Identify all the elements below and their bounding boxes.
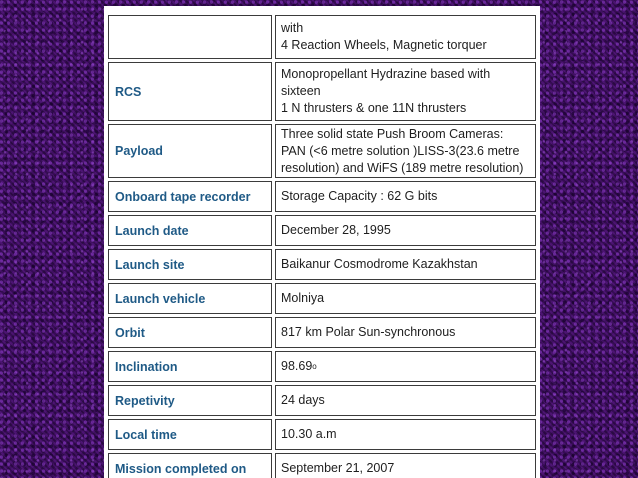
table-row xyxy=(108,453,536,478)
spec-table xyxy=(104,6,540,478)
table-row xyxy=(108,62,536,121)
table-row xyxy=(108,215,536,246)
row-value: with 4 Reaction Wheels, Magnetic torquer xyxy=(275,15,536,59)
row-value: Storage Capacity : 62 G bits xyxy=(275,181,536,212)
row-label: Mission completed on xyxy=(108,453,272,478)
row-value: 817 km Polar Sun-synchronous xyxy=(275,317,536,348)
row-label: Orbit xyxy=(108,317,272,348)
row-value: September 21, 2007 xyxy=(275,453,536,478)
row-value: Baikanur Cosmodrome Kazakhstan xyxy=(275,249,536,280)
table-row xyxy=(108,385,536,416)
row-value: 24 days xyxy=(275,385,536,416)
table-row xyxy=(108,181,536,212)
row-label: Onboard tape recorder xyxy=(108,181,272,212)
row-value xyxy=(275,351,536,382)
row-value: 10.30 a.m xyxy=(275,419,536,450)
row-label: Local time xyxy=(108,419,272,450)
row-label: RCS xyxy=(108,62,272,121)
row-label: Inclination xyxy=(108,351,272,382)
table-row xyxy=(108,15,536,59)
row-label: Launch date xyxy=(108,215,272,246)
table-row xyxy=(108,283,536,314)
row-label xyxy=(108,15,272,59)
row-label: Repetivity xyxy=(108,385,272,416)
table-row xyxy=(108,124,536,178)
row-label: Launch vehicle xyxy=(108,283,272,314)
row-value: Three solid state Push Broom Cameras: PAN (<6 metre solution )LISS-3(23.6 metre resolution) and WiFS (189 metre resolution) xyxy=(275,124,536,178)
inclination-value: 98.69 xyxy=(281,359,313,373)
table-row xyxy=(108,249,536,280)
table-row xyxy=(108,317,536,348)
row-value: December 28, 1995 xyxy=(275,215,536,246)
degree-symbol: o xyxy=(312,362,317,371)
table-row xyxy=(108,419,536,450)
row-value: Molniya xyxy=(275,283,536,314)
row-value: Monopropellant Hydrazine based with sixteen 1 N thrusters & one 11N thrusters xyxy=(275,62,536,121)
row-label: Payload xyxy=(108,124,272,178)
row-label: Launch site xyxy=(108,249,272,280)
table-row xyxy=(108,351,536,382)
